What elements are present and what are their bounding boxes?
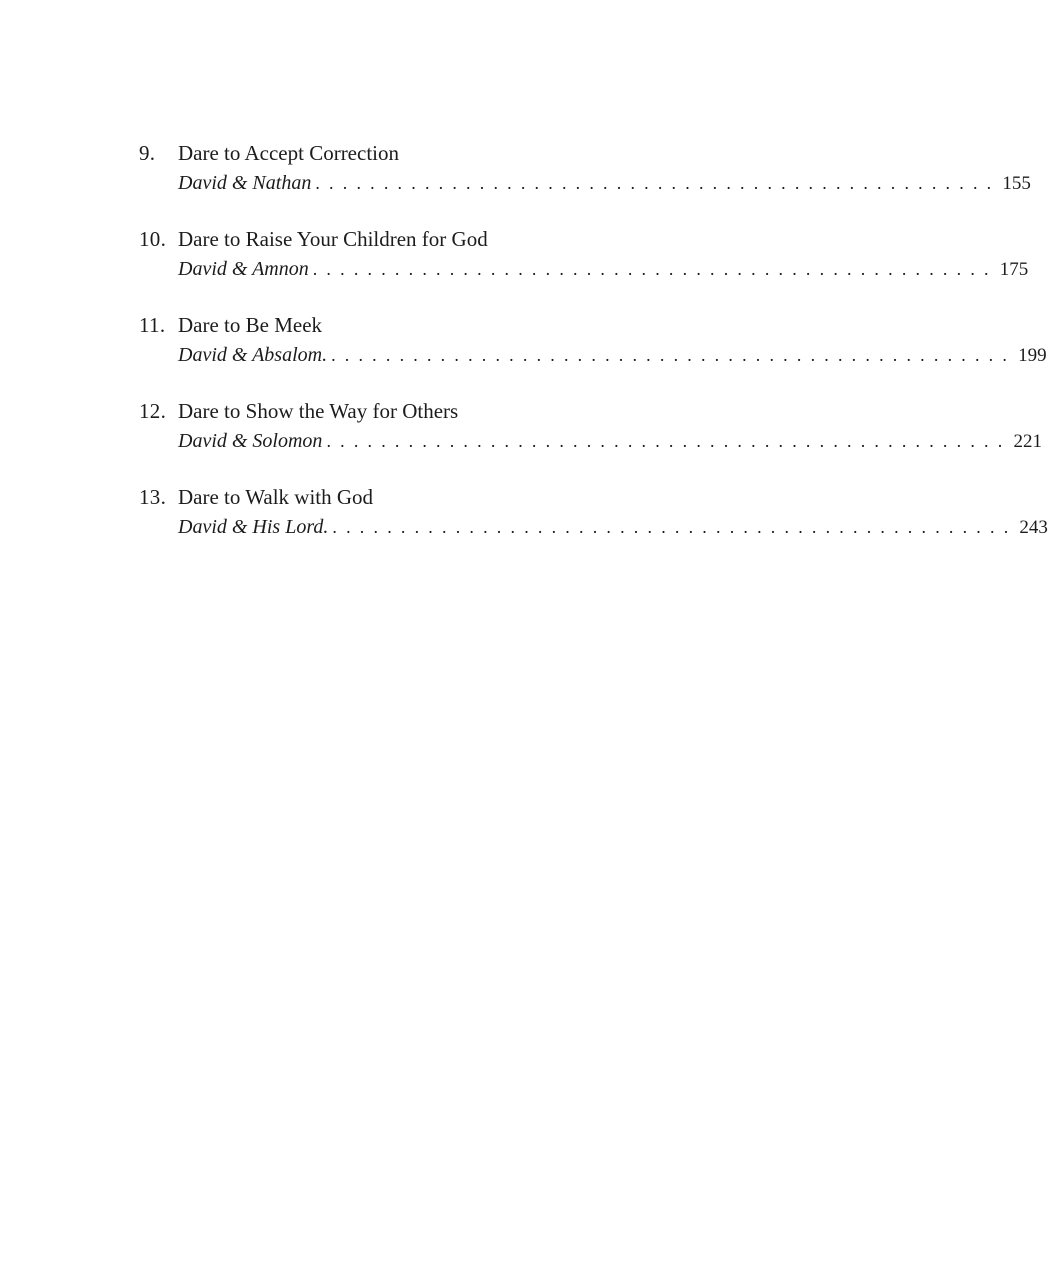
chapter-title: Dare to Accept Correction	[178, 141, 399, 165]
chapter-subtitle: David & Absalom.	[178, 344, 328, 366]
toc-entry	[139, 138, 1031, 198]
chapter-number: 12.	[139, 399, 167, 423]
toc-subtitle-line	[178, 254, 1029, 284]
toc-title-line	[139, 396, 712, 426]
page-number: 221	[1013, 431, 1042, 452]
chapter-title: Dare to Raise Your Children for God	[178, 227, 488, 251]
chapter-subtitle: David & His Lord.	[178, 516, 329, 538]
dot-leader: ..................................................	[312, 259, 998, 279]
toc-title-line	[139, 224, 712, 254]
chapter-number: 11.	[139, 313, 166, 337]
chapter-title: Dare to Show the Way for Others	[178, 399, 459, 423]
toc-title-line	[139, 138, 712, 168]
dot-leader: ..................................................	[326, 431, 1012, 451]
toc-subtitle-line	[178, 340, 1047, 370]
page-number: 199	[1018, 345, 1047, 366]
table-of-contents	[139, 138, 1048, 568]
toc-entry	[139, 482, 1048, 542]
page-number: 175	[999, 259, 1029, 280]
chapter-title: Dare to Be Meek	[178, 313, 323, 337]
chapter-subtitle: David & Nathan	[178, 172, 312, 194]
dot-leader: ..................................................	[331, 345, 1017, 365]
toc-entry	[139, 224, 1029, 284]
chapter-number: 9.	[139, 141, 156, 165]
chapter-number: 13.	[139, 485, 167, 509]
page-number: 243	[1019, 517, 1048, 538]
toc-entry	[139, 310, 1047, 370]
chapter-subtitle: David & Solomon	[178, 430, 323, 452]
toc-title-line	[139, 482, 712, 512]
toc-subtitle-line	[178, 512, 1048, 542]
dot-leader: ..................................................	[332, 517, 1018, 537]
chapter-number: 10.	[139, 227, 167, 251]
toc-subtitle-line	[178, 168, 1031, 198]
page-number: 155	[1002, 173, 1031, 194]
chapter-subtitle: David & Amnon	[178, 258, 309, 280]
toc-title-line	[139, 310, 712, 340]
toc-entry	[139, 396, 1042, 456]
dot-leader: ..................................................	[315, 173, 1001, 193]
chapter-title: Dare to Walk with God	[178, 485, 374, 509]
toc-subtitle-line	[178, 426, 1042, 456]
